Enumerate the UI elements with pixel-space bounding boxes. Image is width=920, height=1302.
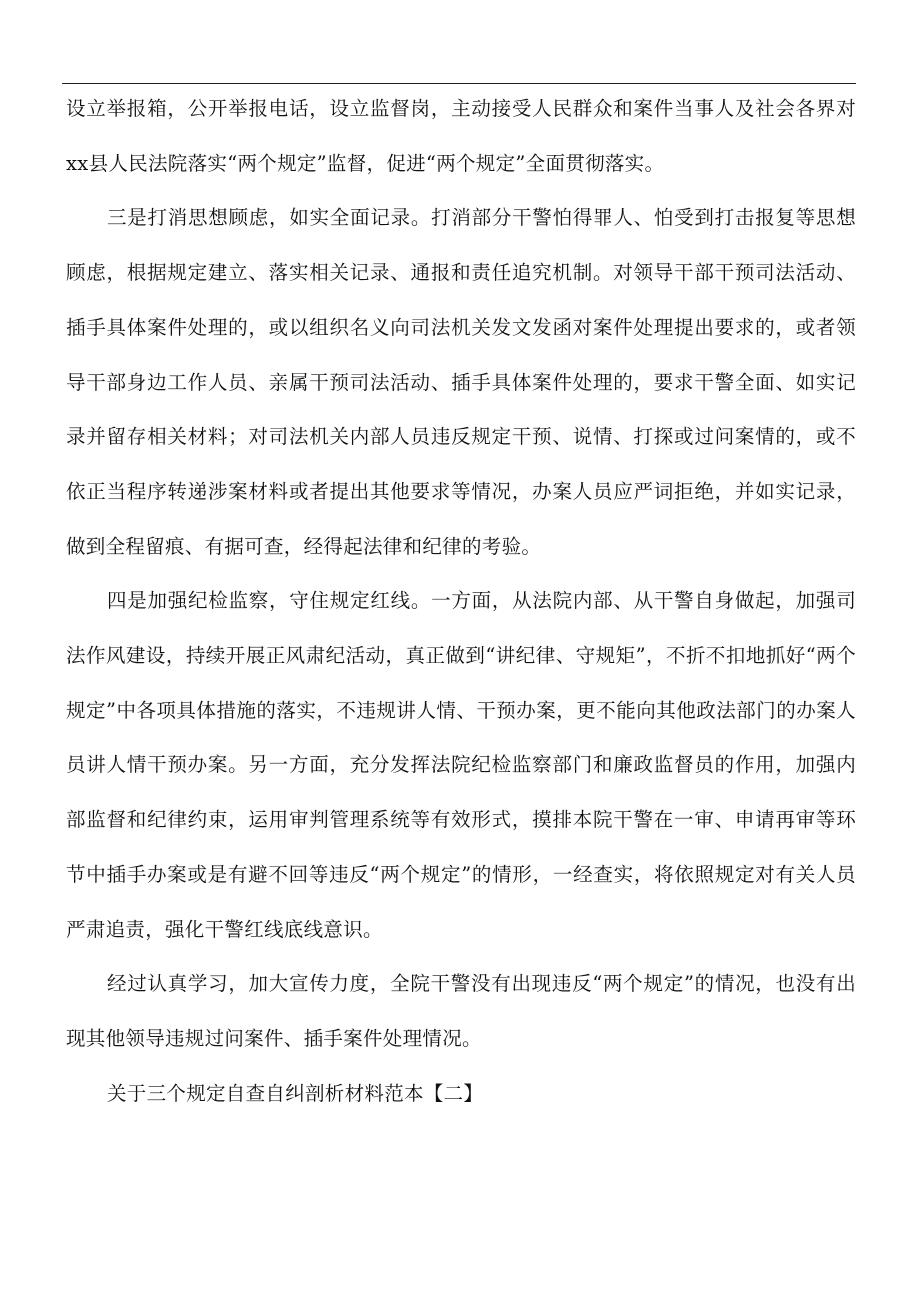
paragraph-third-point: 三是打消思想顾虑，如实全面记录。打消部分干警怕得罪人、怕受到打击报复等思想顾虑，根据规定建立、落实相关记录、通报和责任追究机制。对领导干部干预司法活动、插手具体案件处理的，或以组织名义向司法机关发文发函对案件处理提出要求的，或者领导干部身边工作人员、亲属干预司法活动、插手具体案件处理的，要求干警全面、如实记录并留存相关材料；对司法机关内部人员违反规定干预、说情、打探或过问案情的，或不依正当程序转递涉案材料或者提出其他要求等情况，办案人员应严词拒绝，并如实记录，做到全程留痕、有据可查，经得起法律和纪律的考验。 [66,206,856,558]
section-heading: 关于三个规定自查自纠剖析材料范本【二】 [107,1081,484,1105]
paragraph-conclusion: 经过认真学习，加大宣传力度，全院干警没有出现违反“两个规定”的情况，也没有出现其他领导违规过问案件、插手案件处理情况。 [66,972,856,1050]
paragraph-fourth-point: 四是加强纪检监察，守住规定红线。一方面，从法院内部、从干警自身做起，加强司法作风建设，持续开展正风肃纪活动，真正做到“讲纪律、守规矩”，不折不扣地抓好“两个规定”中各项具体措施的落实，不违规讲人情、干预办案，更不能向其他政法部门的办案人员讲人情干预办案。另一方面，充分发挥法院纪检监察部门和廉政监督员的作用，加强内部监督和纪律约束，运用审判管理系统等有效形式，摸排本院干警在一审、申请再审等环节中插手办案或是有避不回等违反“两个规定”的情形，一经查实，将依照规定对有关人员严肃追责，强化干警红线底线意识。 [66,589,856,941]
paragraph-continuation: 设立举报箱，公开举报电话，设立监督岗，主动接受人民群众和案件当事人及社会各界对xx县人民法院落实“两个规定”监督，促进“两个规定”全面贯彻落实。 [66,97,856,175]
document-body [66,82,856,1121]
